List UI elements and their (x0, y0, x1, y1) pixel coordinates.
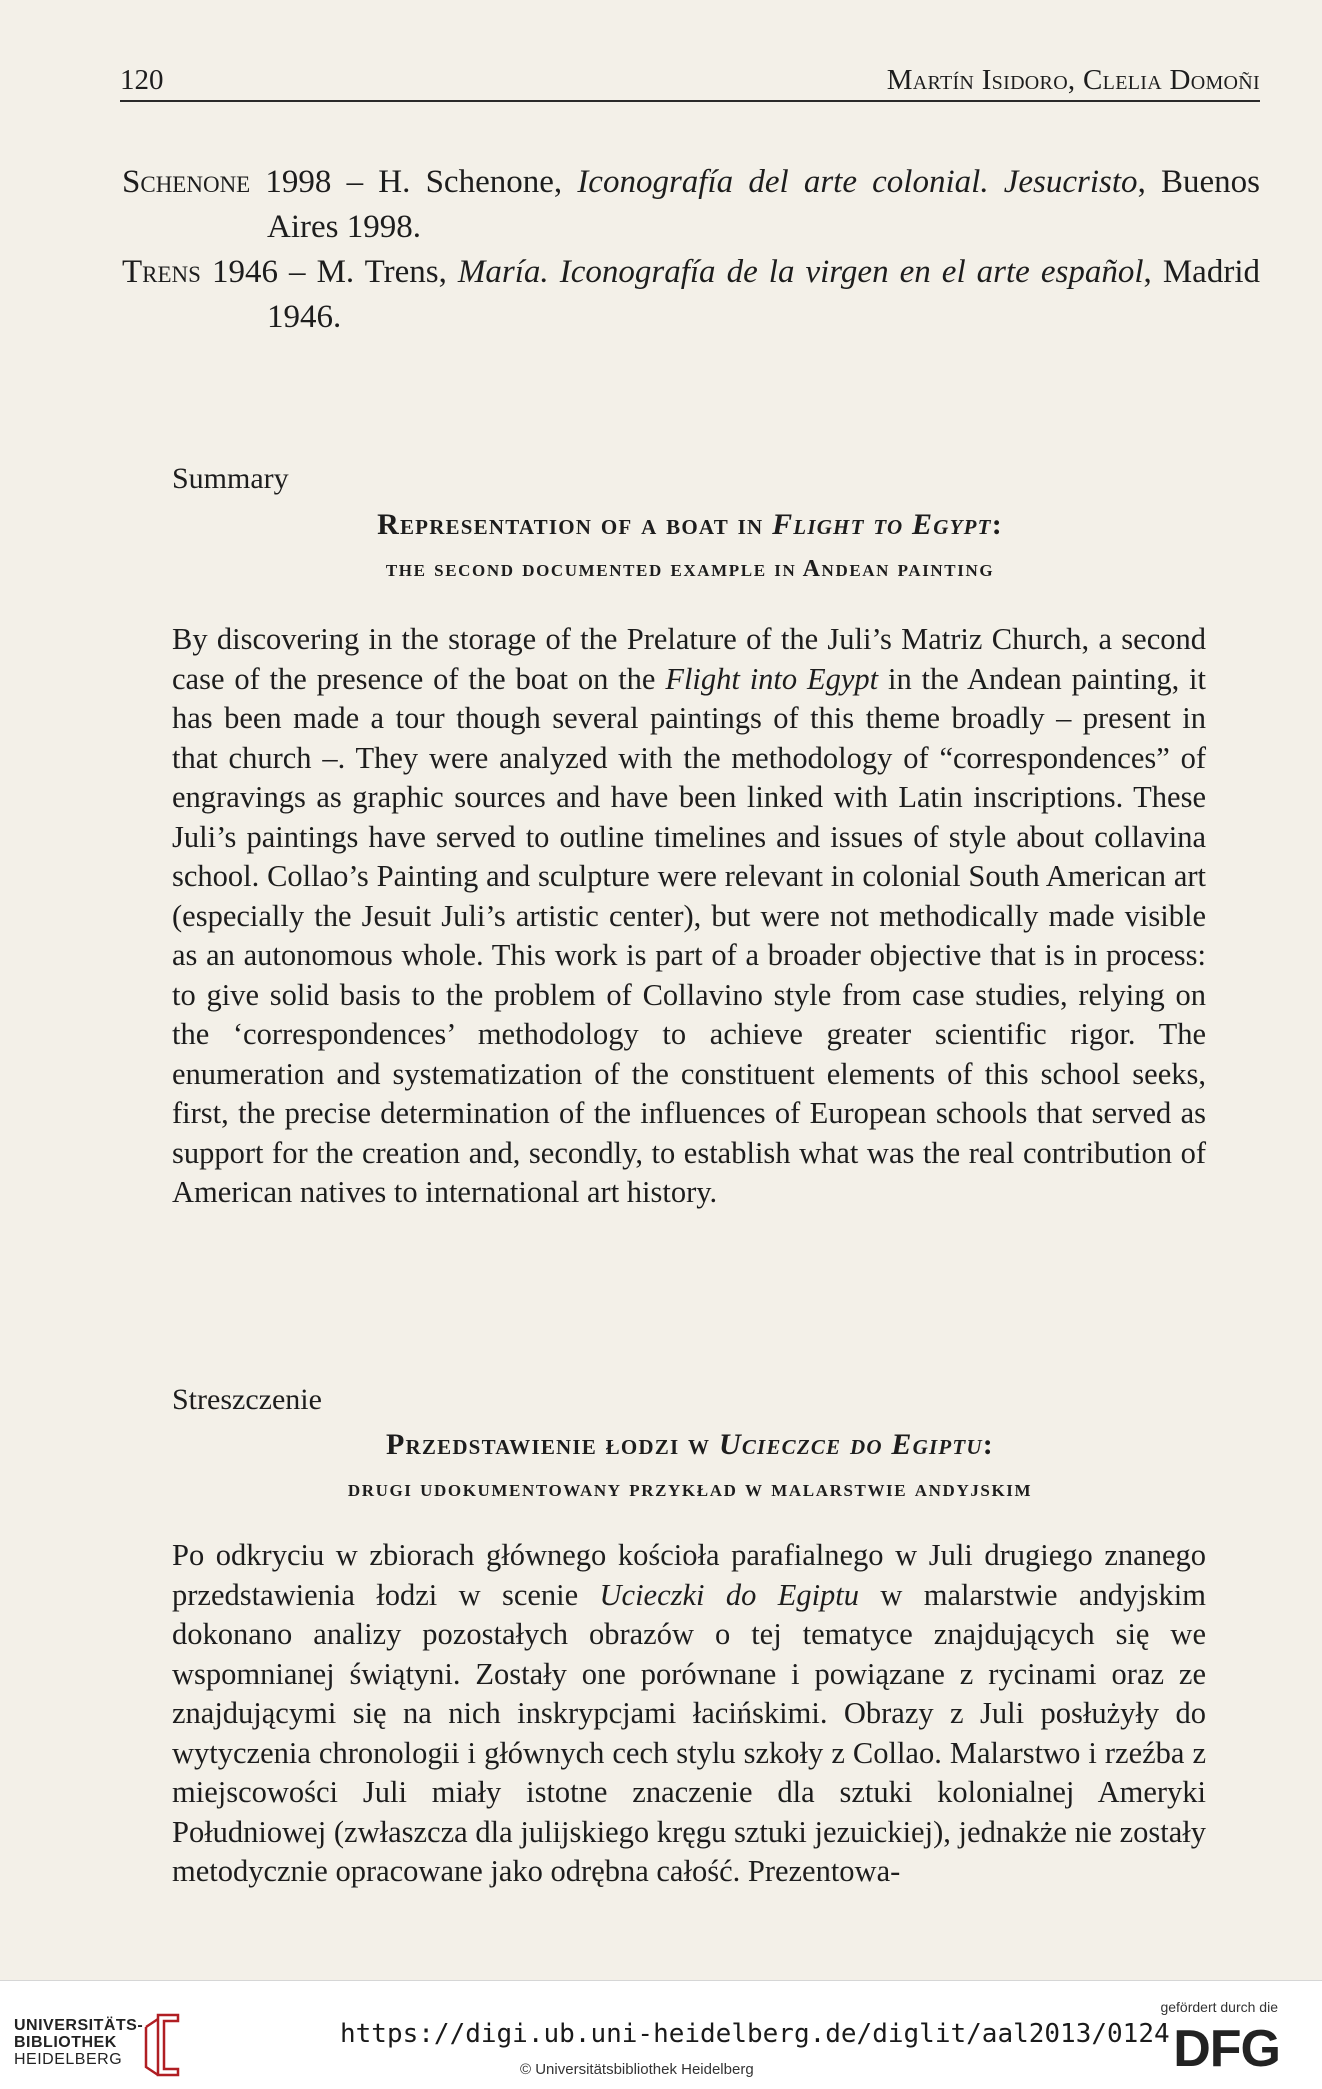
reference-text: , Madrid 1946. (267, 254, 1260, 335)
bibliography-entry (122, 250, 1260, 340)
streszczenie-text: w malarstwie andyjskim dokonano analizy pozostałych obrazów o tej tematyce znajdujących się we wspomnianej świątyni. Zostały one porównane i powiązane z rycinami oraz ze znajdującymi się na nich inskrypcjami łacińskimi. Obrazy z Juli posłużyły do wytyczenia chronologii i głównych cech stylu szkoły z Collao. Malarstwo i rzeźba z miejscowości Juli miały istotne znaczenie dla sztuki kolonialnej Ameryki Południowej (zwłaszcza dla julijskiego kręgu sztuki jezuickiej), jednakże nie zostały metodycznie opracowane jako odrębna całość. Prezentowa- (172, 1577, 1206, 1888)
funded-by-label: gefördert durch die (1160, 1999, 1278, 2015)
summary-italic-title: Flight into Egypt (665, 661, 879, 696)
summary-text: in the Andean painting, it has been made a tour though several paintings of this theme broadly – present in that church –. They were analyzed with the methodology of “correspondences” of engravings as graphic sources and have been linked with Latin inscriptions. These Juli’s paintings have served to outline timelines and issues of style about collavina school. Collao’s Painting and sculpture were relevant in colonial South American art (especially the Jesuit Juli’s artistic center), but were not methodically made visible as an autonomous whole. This work is part of a broader objective that is in process: to give solid basis to the problem of Collavino style from case studies, relying on the ‘correspondences’ methodology to achieve greater scientific rigor. The enumeration and systematization of the constituent elements of this school seeks, first, the precise determination of the influences of European schools that served as support for the creation and, secondly, to establish what was the real contribution of American natives to international art history. (172, 661, 1207, 1209)
reference-author: Trens (122, 254, 201, 290)
copyright-notice: © Universitätsbibliothek Heidelberg (520, 2061, 754, 2078)
streszczenie-subtitle: drugi udokumentowany przykład w malarstwie andyjskim (347, 1476, 1033, 1502)
reference-author: Schenone (122, 164, 251, 200)
reference-text: , Buenos Aires 1998. (267, 164, 1260, 245)
summary-paragraph (172, 620, 1206, 1213)
page-number: 120 (120, 64, 164, 96)
reference-text: 1946 – M. Trens, (200, 254, 458, 290)
dfg-logo[interactable]: DFG (1173, 2020, 1280, 2078)
bibliography-entry (122, 160, 1260, 250)
streszczenie-title-colon: : (982, 1428, 994, 1461)
streszczenie-label: Streszczenie (172, 1383, 322, 1416)
summary-subtitle: the second documented example in Andean painting (385, 556, 995, 582)
summary-title-text: Representation of a boat in (377, 508, 773, 541)
viewer-footer (0, 1980, 1322, 2089)
reference-text: 1998 – H. Schenone, (250, 164, 578, 200)
permalink[interactable]: https://digi.ub.uni-heidelberg.de/diglit/aal2013/0124 (340, 2019, 1170, 2049)
summary-title-italic: Flight to Egypt (772, 508, 992, 541)
running-head: Martín Isidoro, Clelia Domoñi (886, 64, 1260, 96)
streszczenie-text: Po odkryciu w zbiorach głównego kościoła parafialnego w Juli drugiego znanego przedstawienia łodzi w scenie (172, 1538, 1206, 1612)
page-header (120, 60, 1260, 102)
library-logo-icon (138, 2011, 186, 2077)
streszczenie-title-italic: Ucieczce do Egiptu (718, 1428, 983, 1461)
reference-title: Iconografía del arte colonial. Jesucristo (577, 164, 1138, 200)
summary-label: Summary (172, 462, 289, 495)
streszczenie-title (120, 1428, 1260, 1462)
streszczenie-italic-title: Ucieczki do Egiptu (599, 1577, 860, 1612)
streszczenie-title-text: Przedstawienie łodzi w (386, 1428, 719, 1461)
summary-title (120, 508, 1260, 542)
library-name-line: UNIVERSITÄTS- (14, 2017, 144, 2034)
summary-title-colon: : (991, 508, 1003, 541)
summary-text: By discovering in the storage of the Prelature of the Juli’s Matriz Church, a second case of the presence of the boat on the (172, 622, 1206, 696)
bibliography (122, 160, 1260, 340)
reference-title: María. Iconografía de la virgen en el arte español (457, 254, 1144, 290)
library-logo-text (14, 2017, 143, 2068)
streszczenie-paragraph (172, 1536, 1206, 1892)
library-name-line: BIBLIOTHEK (14, 2034, 117, 2051)
library-name-line: HEIDELBERG (14, 2051, 123, 2068)
